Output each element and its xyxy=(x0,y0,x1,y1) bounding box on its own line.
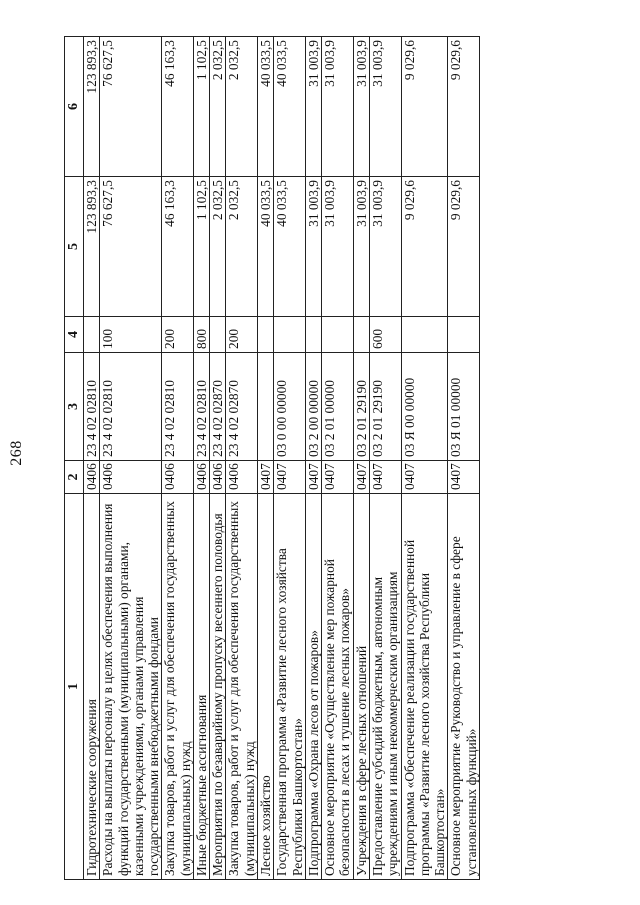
table-header-row xyxy=(65,37,84,880)
table-row xyxy=(83,37,99,880)
row-section-code: 0406 xyxy=(193,461,209,494)
row-target-code: 03 2 00 00000 xyxy=(305,353,321,461)
row-expense-type xyxy=(210,317,226,353)
page-number: 268 xyxy=(8,439,25,466)
header-cell: 4 xyxy=(65,317,84,353)
row-target-code: 23 4 02 02810 xyxy=(162,353,194,461)
row-section-code: 0407 xyxy=(353,461,369,494)
row-section-code: 0407 xyxy=(322,461,354,494)
table-row xyxy=(162,37,194,880)
row-expense-type xyxy=(448,317,480,353)
row-target-code: 03 2 01 00000 xyxy=(322,353,354,461)
row-name: Подпрограмма «Обеспечение реализации государственной программы «Развитие лесного хозяйства Республики Башкортостан» xyxy=(401,494,448,880)
row-section-code: 0406 xyxy=(100,461,162,494)
row-name: Расходы на выплаты персоналу в целях обеспечения выполнения функций государственными (муниципальными) органами, казенными учреждениями, органами управления государственными внебюджетными фондами xyxy=(100,494,162,880)
row-section-code: 0407 xyxy=(448,461,480,494)
row-amount-6: 40 033,5 xyxy=(258,37,274,177)
table-row xyxy=(401,37,448,880)
table-row xyxy=(193,37,209,880)
row-name: Мероприятия по безаварийному пропуску весеннего половодья xyxy=(210,494,226,880)
row-section-code: 0407 xyxy=(370,461,402,494)
row-amount-6: 9 029,6 xyxy=(448,37,480,177)
row-expense-type xyxy=(83,317,99,353)
row-expense-type xyxy=(258,317,274,353)
budget-table xyxy=(64,36,480,880)
header-cell: 5 xyxy=(65,177,84,317)
row-target-code: 23 4 02 02870 xyxy=(226,353,258,461)
row-name: Закупка товаров, работ и услуг для обеспечения государственных (муниципальных) нужд xyxy=(226,494,258,880)
row-expense-type: 100 xyxy=(100,317,162,353)
row-amount-5: 40 033,5 xyxy=(274,177,306,317)
row-section-code: 0407 xyxy=(274,461,306,494)
row-amount-6: 31 003,9 xyxy=(305,37,321,177)
table-row xyxy=(353,37,369,880)
table-row xyxy=(370,37,402,880)
row-target-code: 03 0 00 00000 xyxy=(274,353,306,461)
row-amount-5: 9 029,6 xyxy=(401,177,448,317)
table-row xyxy=(258,37,274,880)
row-expense-type: 800 xyxy=(193,317,209,353)
row-expense-type: 200 xyxy=(162,317,194,353)
row-target-code: 23 4 02 02810 xyxy=(100,353,162,461)
row-amount-5: 31 003,9 xyxy=(370,177,402,317)
row-amount-5: 2 032,5 xyxy=(210,177,226,317)
row-expense-type xyxy=(353,317,369,353)
row-target-code xyxy=(258,353,274,461)
row-amount-6: 31 003,9 xyxy=(322,37,354,177)
row-amount-5: 31 003,9 xyxy=(353,177,369,317)
row-amount-6: 2 032,5 xyxy=(226,37,258,177)
row-target-code: 23 4 02 02810 xyxy=(83,353,99,461)
row-amount-6: 2 032,5 xyxy=(210,37,226,177)
row-name: Закупка товаров, работ и услуг для обеспечения государственных (муниципальных) нужд xyxy=(162,494,194,880)
row-expense-type: 600 xyxy=(370,317,402,353)
table-row xyxy=(448,37,480,880)
row-amount-6: 31 003,9 xyxy=(370,37,402,177)
row-target-code: 23 4 02 02870 xyxy=(210,353,226,461)
row-name: Подпрограмма «Охрана лесов от пожаров» xyxy=(305,494,321,880)
row-name: Государственная программа «Развитие лесного хозяйства Республики Башкортостан» xyxy=(274,494,306,880)
row-amount-6: 31 003,9 xyxy=(353,37,369,177)
row-amount-5: 40 033,5 xyxy=(258,177,274,317)
row-section-code: 0407 xyxy=(258,461,274,494)
table-row xyxy=(100,37,162,880)
table-row xyxy=(274,37,306,880)
row-target-code: 03 Я 00 00000 xyxy=(401,353,448,461)
row-expense-type xyxy=(274,317,306,353)
row-name: Учреждения в сфере лесных отношений xyxy=(353,494,369,880)
row-name: Иные бюджетные ассигнования xyxy=(193,494,209,880)
row-target-code: 03 2 01 29190 xyxy=(353,353,369,461)
row-amount-6: 40 033,5 xyxy=(274,37,306,177)
row-amount-5: 2 032,5 xyxy=(226,177,258,317)
row-amount-6: 9 029,6 xyxy=(401,37,448,177)
row-section-code: 0406 xyxy=(83,461,99,494)
row-section-code: 0407 xyxy=(401,461,448,494)
row-section-code: 0407 xyxy=(305,461,321,494)
row-amount-5: 123 893,3 xyxy=(83,177,99,317)
header-cell: 3 xyxy=(65,353,84,461)
row-expense-type: 200 xyxy=(226,317,258,353)
row-name: Основное мероприятие «Осуществление мер пожарной безопасности в лесах и тушение лесных пожаров» xyxy=(322,494,354,880)
row-amount-5: 46 163,3 xyxy=(162,177,194,317)
row-amount-5: 76 627,5 xyxy=(100,177,162,317)
row-expense-type xyxy=(322,317,354,353)
row-target-code: 03 Я 01 00000 xyxy=(448,353,480,461)
row-name: Лесное хозяйство xyxy=(258,494,274,880)
row-amount-6: 46 163,3 xyxy=(162,37,194,177)
header-cell: 6 xyxy=(65,37,84,177)
row-name: Гидротехнические сооружения xyxy=(83,494,99,880)
row-section-code: 0406 xyxy=(226,461,258,494)
header-cell: 1 xyxy=(65,494,84,880)
row-amount-6: 76 627,5 xyxy=(100,37,162,177)
row-expense-type xyxy=(305,317,321,353)
table-row xyxy=(210,37,226,880)
table-row xyxy=(226,37,258,880)
row-target-code: 23 4 02 02810 xyxy=(193,353,209,461)
header-cell: 2 xyxy=(65,461,84,494)
row-amount-5: 9 029,6 xyxy=(448,177,480,317)
page-number-container xyxy=(0,0,34,905)
row-amount-5: 31 003,9 xyxy=(322,177,354,317)
budget-table-wrapper xyxy=(64,37,626,880)
row-expense-type xyxy=(401,317,448,353)
row-amount-5: 31 003,9 xyxy=(305,177,321,317)
row-name: Предоставление субсидий бюджетным, автономным учреждениям и иным некоммерческим организациям xyxy=(370,494,402,880)
row-amount-6: 123 893,3 xyxy=(83,37,99,177)
row-target-code: 03 2 01 29190 xyxy=(370,353,402,461)
table-row xyxy=(322,37,354,880)
row-section-code: 0406 xyxy=(210,461,226,494)
row-name: Основное мероприятие «Руководство и управление в сфере установленных функций» xyxy=(448,494,480,880)
row-section-code: 0406 xyxy=(162,461,194,494)
table-row xyxy=(305,37,321,880)
row-amount-5: 1 102,5 xyxy=(193,177,209,317)
row-amount-6: 1 102,5 xyxy=(193,37,209,177)
